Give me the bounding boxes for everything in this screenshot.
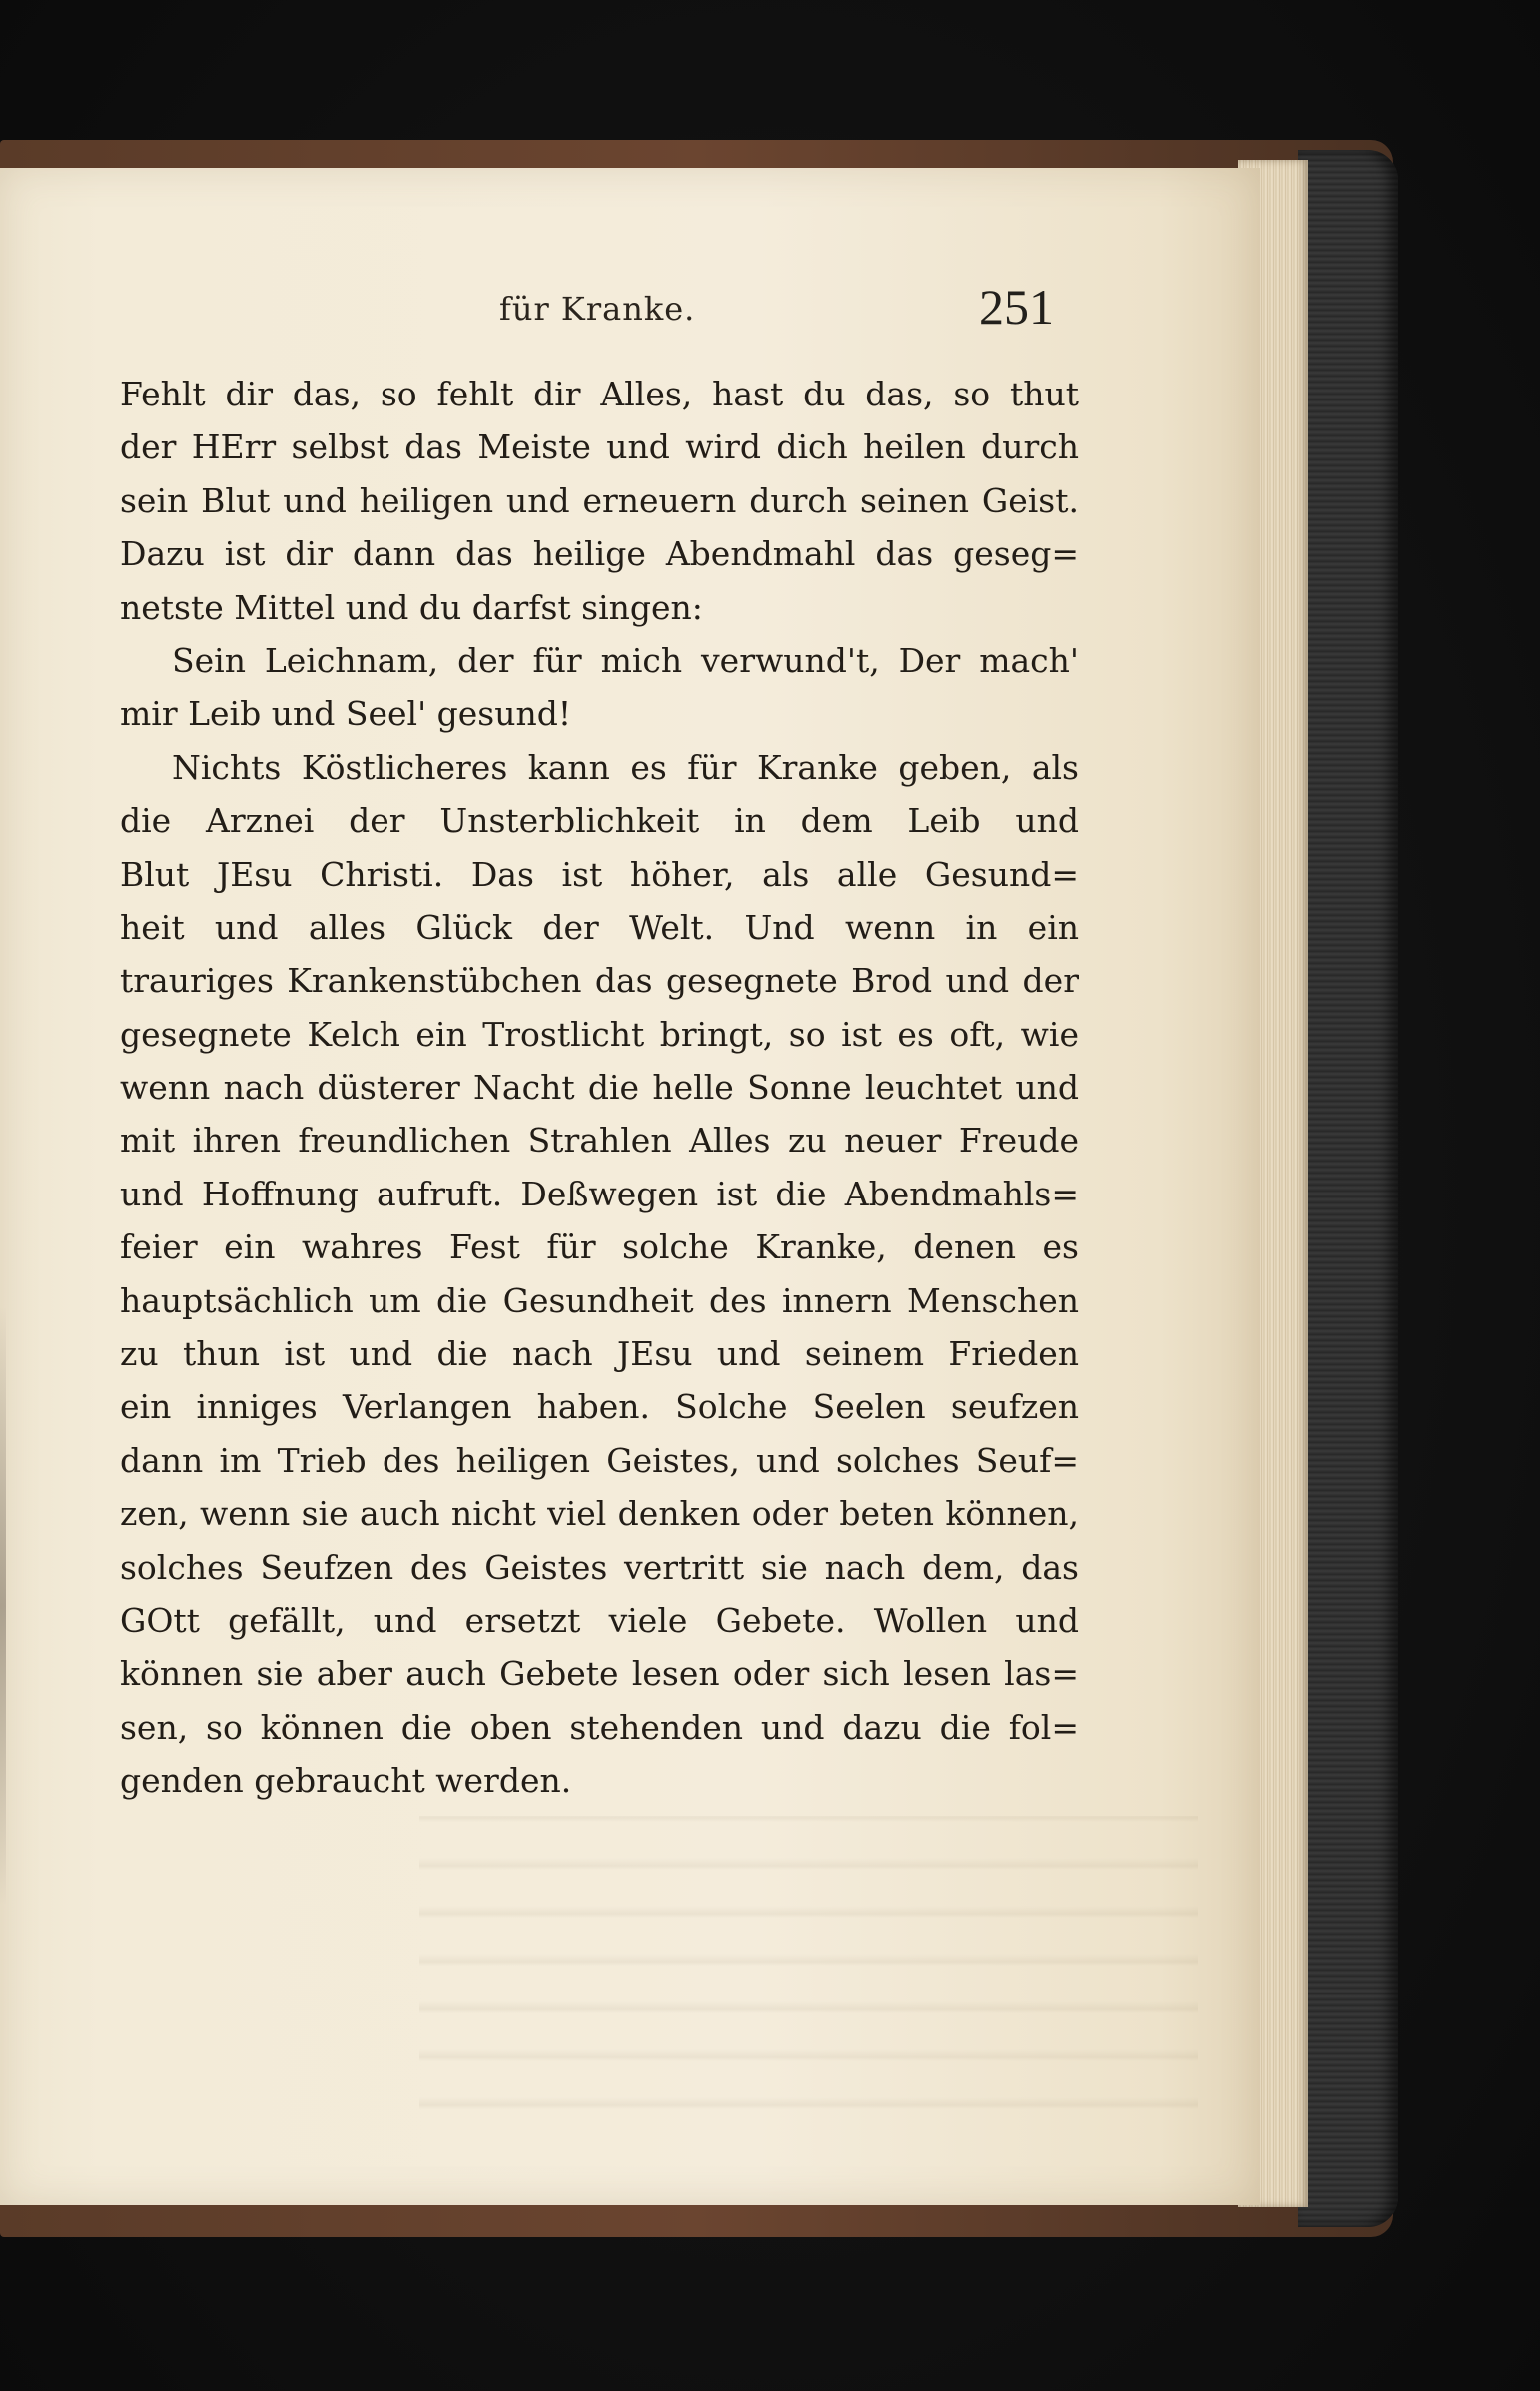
text-line: GOtt gefällt, und ersetzt viele Gebete. Wollen und [120, 1600, 1079, 1640]
text-line: zen, wenn sie auch nicht viel denken oder beten können, [120, 1494, 1079, 1534]
text-line: dann im Trieb des heiligen Geistes, und solches Seuf= [120, 1440, 1079, 1480]
text-line: der HErr selbst das Meiste und wird dich heilen durch [120, 427, 1079, 467]
text-line: sein Blut und heiligen und erneuern durch seinen Geist. [120, 480, 1079, 520]
page-number: 251 [979, 279, 1054, 335]
gutter-shadow [0, 1306, 6, 1906]
book-page [0, 168, 1260, 2205]
text-line: sen, so können die oben stehenden und dazu die fol= [120, 1707, 1079, 1747]
text-line: heit und alles Glück der Welt. Und wenn in ein [120, 907, 1079, 947]
running-title: für Kranke. [499, 290, 696, 328]
hymn-verse-line: Sein Leichnam, der für mich verwund't, Der mach' [172, 640, 1079, 680]
text-line: trauriges Krankenstübchen das gesegnete Brod und der [120, 961, 1079, 1001]
text-line: ein inniges Verlangen haben. Solche Seelen seufzen [120, 1387, 1079, 1427]
book-cloth-edge [1298, 150, 1398, 2227]
text-line: wenn nach düsterer Nacht die helle Sonne leuchtet und [120, 1068, 1079, 1108]
text-line: Nichts Köstlicheres kann es für Kranke geben, als [172, 747, 1079, 787]
text-line: genden gebraucht werden. [120, 1761, 572, 1801]
text-line: mit ihren freundlichen Strahlen Alles zu neuer Freude [120, 1121, 1079, 1161]
text-line: Dazu ist dir dann das heilige Abendmahl das geseg= [120, 534, 1079, 574]
hymn-verse-line: mir Leib und Seel' gesund! [120, 694, 572, 734]
text-line: Fehlt dir das, so fehlt dir Alles, hast du das, so thut [120, 375, 1079, 413]
text-line: Blut JEsu Christi. Das ist höher, als alle Gesund= [120, 854, 1079, 894]
body-text [120, 368, 1079, 1808]
page-header [0, 278, 1260, 358]
text-line: gesegnete Kelch ein Trostlicht bringt, so ist es oft, wie [120, 1014, 1079, 1054]
text-line: solches Seufzen des Geistes vertritt sie nach dem, das [120, 1547, 1079, 1587]
text-line: netste Mittel und du darfst singen: [120, 587, 703, 627]
text-line: können sie aber auch Gebete lesen oder sich lesen las= [120, 1654, 1079, 1694]
text-line: hauptsächlich um die Gesundheit des innern Menschen [120, 1280, 1079, 1320]
text-line: und Hoffnung aufruft. Deßwegen ist die Abendmahls= [120, 1174, 1079, 1213]
show-through-text [419, 1816, 1198, 2145]
text-line: zu thun ist und die nach JEsu und seinem Frieden [120, 1334, 1079, 1374]
text-line: die Arznei der Unsterblichkeit in dem Leib und [120, 801, 1079, 841]
text-line: feier ein wahres Fest für solche Kranke, denen es [120, 1227, 1079, 1267]
